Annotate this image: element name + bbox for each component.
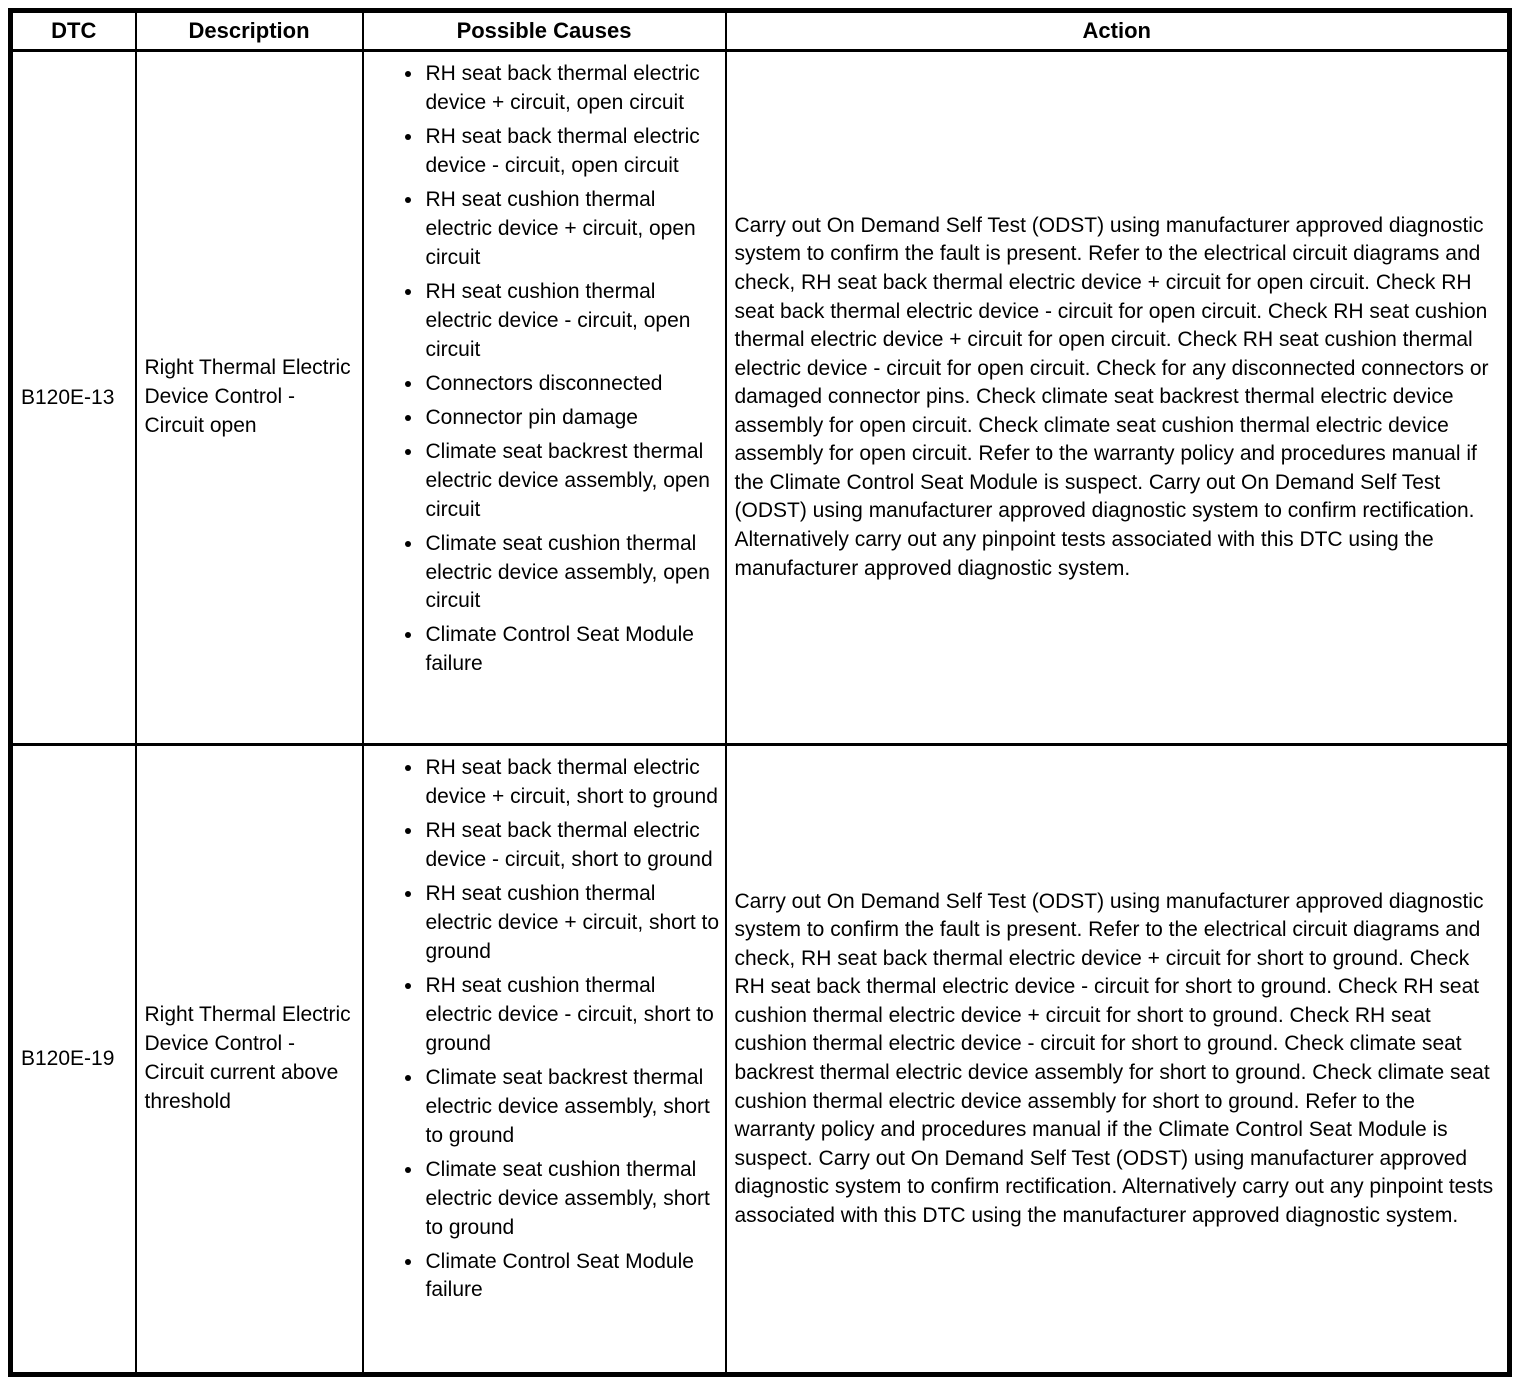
possible-causes-cell: [363, 745, 726, 1375]
possible-causes-cell: [363, 51, 726, 745]
cause-item: • RH seat cushion thermal electric device + circuit, open circuit: [424, 186, 721, 273]
description-cell: Right Thermal Electric Device Control - Circuit current above threshold: [136, 745, 363, 1375]
cause-item: • Climate seat cushion thermal electric device assembly, open circuit: [424, 530, 721, 617]
cause-item: • Climate Control Seat Module failure: [424, 1248, 721, 1306]
table-row: [11, 51, 1510, 745]
column-header-possible-causes: Possible Causes: [363, 11, 726, 51]
column-header-description: Description: [136, 11, 363, 51]
dtc-code-cell: B120E-13: [11, 51, 136, 745]
column-header-dtc: DTC: [11, 11, 136, 51]
cause-item: • Climate Control Seat Module failure: [424, 621, 721, 679]
cause-item: • Climate seat backrest thermal electric device assembly, open circuit: [424, 438, 721, 525]
cause-item: • RH seat back thermal electric device - circuit, short to ground: [424, 817, 721, 875]
cause-item: • RH seat back thermal electric device + circuit, short to ground: [424, 754, 721, 812]
table-row: [11, 745, 1510, 1375]
causes-list: [364, 60, 721, 679]
cause-item: • Connector pin damage: [424, 404, 721, 433]
cause-item: • RH seat back thermal electric device - circuit, open circuit: [424, 123, 721, 181]
action-cell: Carry out On Demand Self Test (ODST) using manufacturer approved diagnostic system to confirm the fault is present. Refer to the electrical circuit diagrams and check, RH seat back thermal electric device + circuit for open circuit. Check RH seat back thermal electric device - circuit for open circuit. Check RH seat cushion thermal electric device + circuit for open circuit. Check RH seat cushion thermal electric device - circuit for open circuit. Check for any disconnected connectors or damaged connector pins. Check climate seat backrest thermal electric device assembly for open circuit. Check climate seat cushion thermal electric device assembly for open circuit. Refer to the warranty policy and procedures manual if the Climate Control Seat Module is suspect. Carry out On Demand Self Test (ODST) using manufacturer approved diagnostic system to confirm rectification. Alternatively carry out any pinpoint tests associated with this DTC using the manufacturer approved diagnostic system.: [726, 51, 1510, 745]
cause-item: • RH seat cushion thermal electric device - circuit, short to ground: [424, 972, 721, 1059]
causes-list: [364, 754, 721, 1305]
dtc-code-cell: B120E-19: [11, 745, 136, 1375]
description-cell: Right Thermal Electric Device Control - Circuit open: [136, 51, 363, 745]
cause-item: • Climate seat backrest thermal electric device assembly, short to ground: [424, 1064, 721, 1151]
action-cell: Carry out On Demand Self Test (ODST) using manufacturer approved diagnostic system to confirm the fault is present. Refer to the electrical circuit diagrams and check, RH seat back thermal electric device + circuit for short to ground. Check RH seat back thermal electric device - circuit for short to ground. Check RH seat cushion thermal electric device + circuit for short to ground. Check RH seat cushion thermal electric device - circuit for short to ground. Check climate seat backrest thermal electric device assembly for short to ground. Check climate seat cushion thermal electric device assembly for short to ground. Refer to the warranty policy and procedures manual if the Climate Control Seat Module is suspect. Carry out On Demand Self Test (ODST) using manufacturer approved diagnostic system to confirm rectification. Alternatively carry out any pinpoint tests associated with this DTC using the manufacturer approved diagnostic system.: [726, 745, 1510, 1375]
dtc-table: [8, 8, 1512, 1377]
cause-item: • Connectors disconnected: [424, 370, 721, 399]
cause-item: • RH seat back thermal electric device + circuit, open circuit: [424, 60, 721, 118]
column-header-action: Action: [726, 11, 1510, 51]
cause-item: • Climate seat cushion thermal electric device assembly, short to ground: [424, 1156, 721, 1243]
table-header-row: [11, 11, 1510, 51]
cause-item: • RH seat cushion thermal electric device + circuit, short to ground: [424, 880, 721, 967]
cause-item: • RH seat cushion thermal electric device - circuit, open circuit: [424, 278, 721, 365]
